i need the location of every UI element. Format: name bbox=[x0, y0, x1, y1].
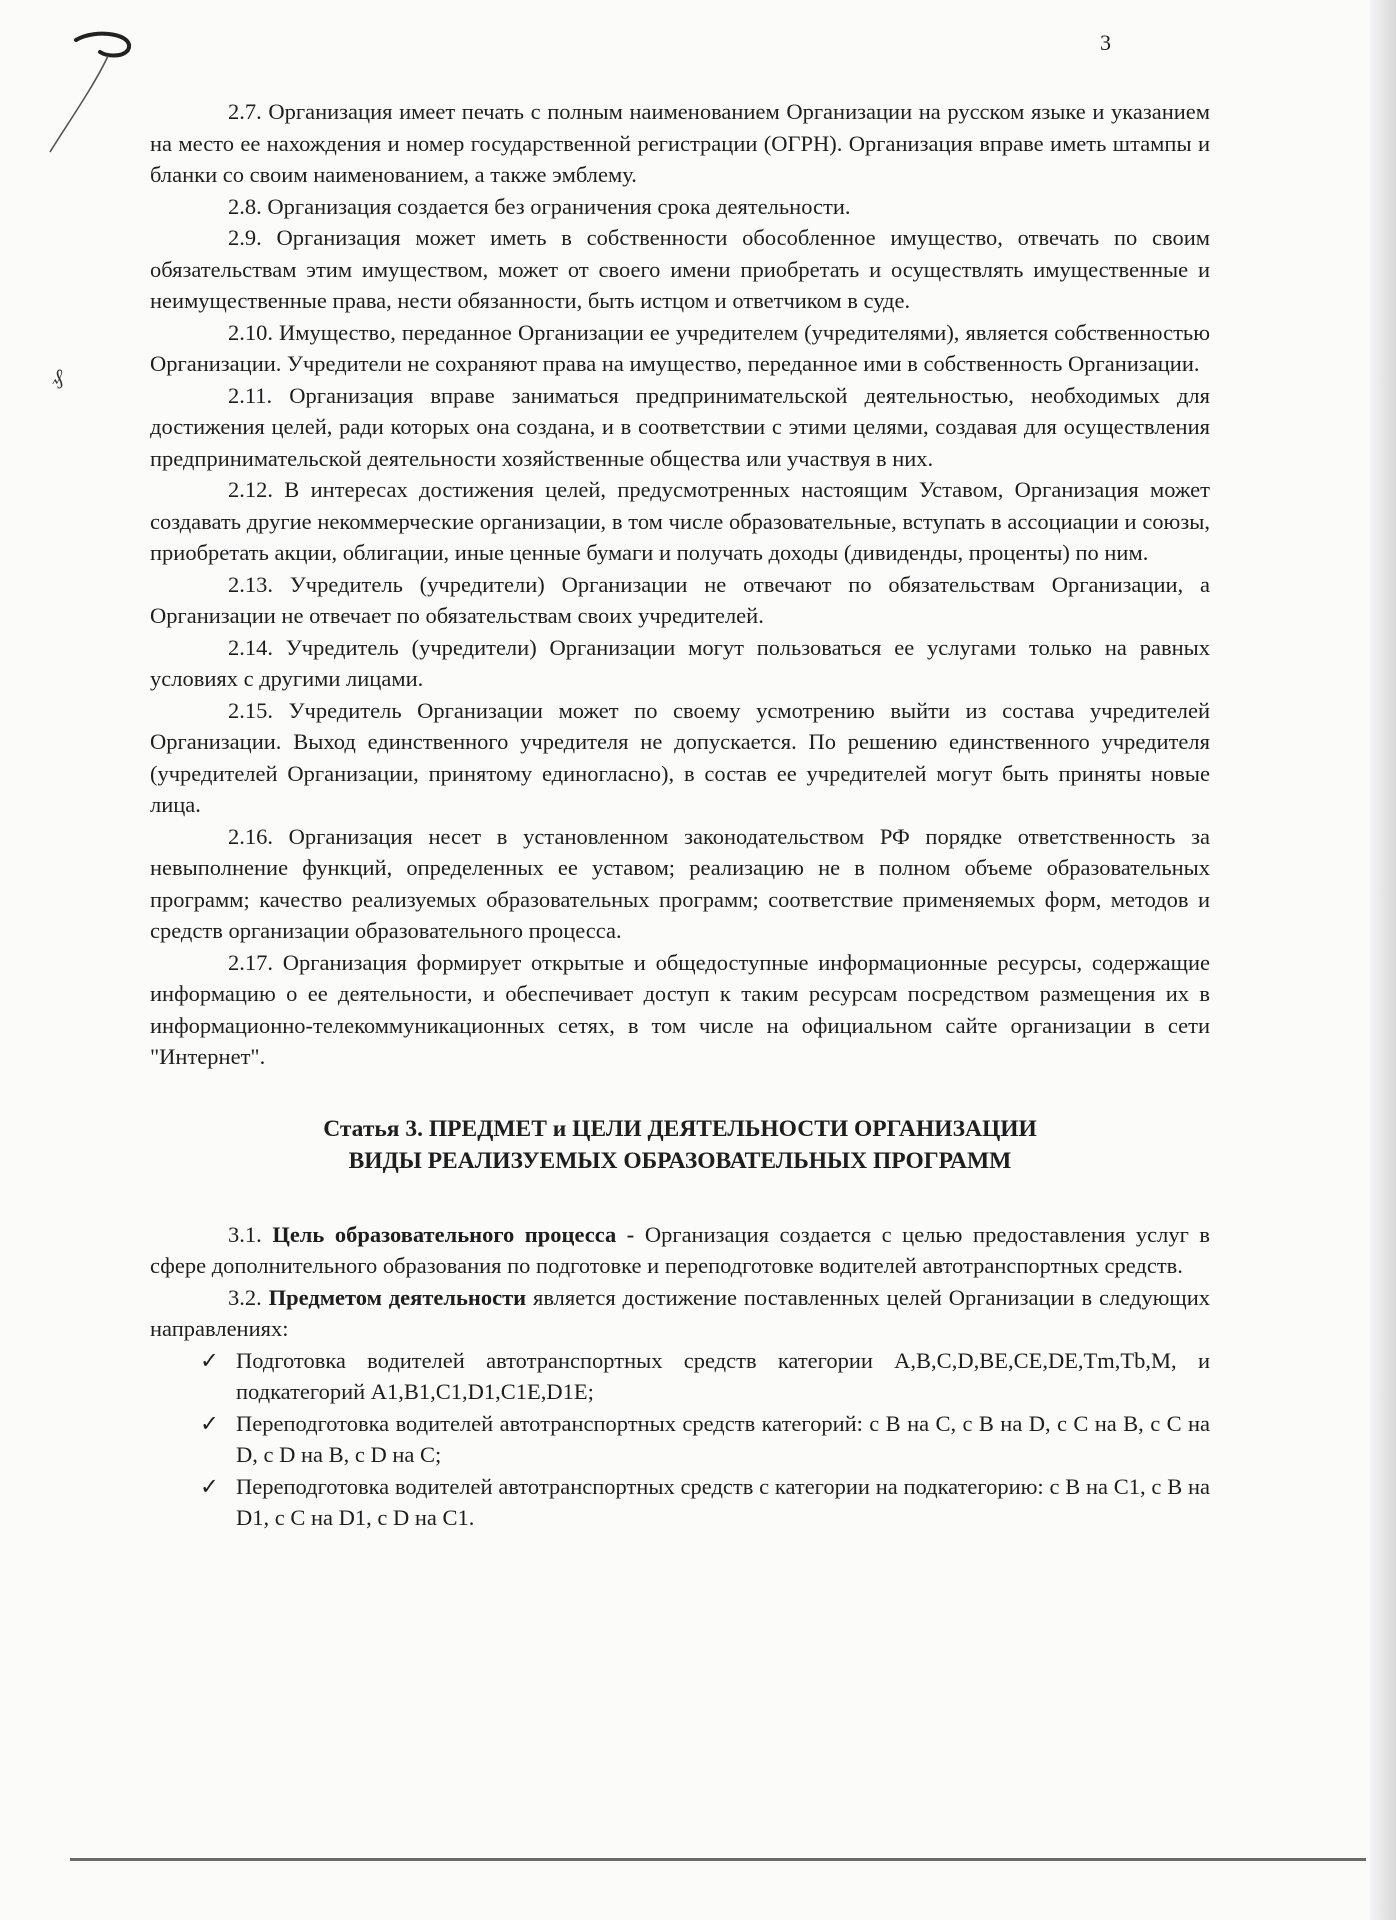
list-item-text: Переподготовка водителей автотранспортных средств с категории на подкатегорию: с B на C1, с B на D1, с C на D1, с D на C1. bbox=[236, 1473, 1210, 1530]
list-item bbox=[150, 1408, 1210, 1471]
section-heading-line-1: Статья 3. ПРЕДМЕТ и ЦЕЛИ ДЕЯТЕЛЬНОСТИ ОРГАНИЗАЦИИ bbox=[323, 1115, 1037, 1142]
checkmark-icon: ✓ bbox=[200, 1347, 219, 1373]
page-number: 3 bbox=[1100, 30, 1111, 55]
paragraph-2-17: 2.17. Организация формирует открытые и общедоступные информационные ресурсы, содержащие информацию о ее деятельности, и обеспечивает доступ к таким ресурсам посредством размещения их в информационно-телекоммуникационных сетях, в том числе на официальном сайте организации в сети "Интернет". bbox=[150, 949, 1210, 1069]
paragraph-3-1-number: 3.1. bbox=[228, 1221, 262, 1247]
checklist bbox=[150, 1345, 1210, 1534]
paragraph-3-1-bold-lead: Цель образовательного процесса - bbox=[272, 1221, 635, 1247]
paragraph-3-2-text: является достижение поставленных целей Организации в следующих направлениях: bbox=[150, 1284, 1210, 1341]
paragraph-2-8: 2.8. Организация создается без ограничения срока деятельности. bbox=[228, 193, 851, 219]
list-item bbox=[150, 1471, 1210, 1534]
paragraph-2-11: 2.11. Организация вправе заниматься предпринимательской деятельностью, необходимых для достижения целей, ради которых она создана, и в соответствии с этими целями, создавая для осуществления предпринимательской деятельности хозяйственные общества или участвуя в них. bbox=[150, 382, 1210, 471]
paragraph-2-12: 2.12. В интересах достижения целей, предусмотренных настоящим Уставом, Организация может создавать другие некоммерческие организации, в том числе образовательные, вступать в ассоциации и союзы, приобретать акции, облигации, иные ценные бумаги и получать доходы (дивиденды, проценты) по ним. bbox=[150, 477, 1210, 565]
checkmark-icon: ✓ bbox=[200, 1410, 219, 1436]
list-item-text: Подготовка водителей автотранспортных средств категории A,B,C,D,BE,CE,DE,Tm,Tb,M, и подкатегорий A1,B1,C1,D1,C1E,D1E; bbox=[236, 1347, 1210, 1404]
paragraph-2-16: 2.16. Организация несет в установленном законодательством РФ порядке ответственность за невыполнение функций, определенных ее уставом; реализацию не в полном объеме образовательных программ; качество реализуемых образовательных программ; соответствие применяемых форм, методов и средств организации образовательного процесса. bbox=[150, 823, 1210, 943]
paragraph-2-7: 2.7. Организация имеет печать с полным наименованием Организации на русском языке и указанием на место ее нахождения и номер государственной регистрации (ОГРН). Организация вправе иметь штампы и бланки со своим наименованием, а также эмблему. bbox=[150, 99, 1210, 187]
section-heading-line-2: ВИДЫ РЕАЛИЗУЕМЫХ ОБРАЗОВАТЕЛЬНЫХ ПРОГРАММ bbox=[348, 1147, 1012, 1174]
scan-edge-shadow bbox=[1370, 0, 1396, 1920]
bottom-rule bbox=[70, 1858, 1366, 1861]
paragraph-2-15: 2.15. Учредитель Организации может по своему усмотрению выйти из состава учредителей Организации. Выход единственного учредителя не допускается. По решению единственного учредителя (учредителей Организации, принятому единогласно), в состав ее учредителей могут быть приняты новые лица. bbox=[150, 697, 1210, 817]
document-body bbox=[150, 96, 1210, 1534]
paragraph-2-9: 2.9. Организация может иметь в собственности обособленное имущество, отвечать по своим обязательствам этим имуществом, может от своего имени приобретать и осуществлять имущественные и неимущественные права, нести обязанности, быть истцом и ответчиком в суде. bbox=[150, 225, 1210, 313]
margin-mark: ₰ bbox=[52, 364, 63, 389]
paragraph-3-1-text: Организация создается с целью предоставления услуг в сфере дополнительного образования по подготовке и переподготовке водителей автотранспортных средств. bbox=[150, 1221, 1211, 1278]
paragraph-3-2-bold-lead: Предметом деятельности bbox=[268, 1284, 527, 1310]
paragraph-3-2 bbox=[150, 1282, 1210, 1345]
paragraph-3-2-number: 3.2. bbox=[228, 1284, 262, 1310]
paragraph-2-14: 2.14. Учредитель (учредители) Организации могут пользоваться ее услугами только на равных условиях с другими лицами. bbox=[150, 634, 1210, 691]
paragraph-2-10: 2.10. Имущество, переданное Организации ее учредителем (учредителями), является собственностью Организации. Учредители не сохраняют права на имущество, переданное ими в собственность Организации. bbox=[150, 319, 1210, 376]
paragraph-3-1 bbox=[150, 1219, 1210, 1282]
section-heading bbox=[150, 1113, 1210, 1177]
list-item-text: Переподготовка водителей автотранспортных средств категорий: с B на C, с B на D, с C на B, с C на D, с D на B, с D на C; bbox=[236, 1410, 1210, 1467]
paragraph-2-13: 2.13. Учредитель (учредители) Организации не отвечают по обязательствам Организации, а Организации не отвечает по обязательствам своих учредителей. bbox=[150, 571, 1210, 628]
handwritten-pen-mark bbox=[36, 26, 146, 156]
list-item bbox=[150, 1345, 1210, 1408]
checkmark-icon: ✓ bbox=[200, 1473, 219, 1499]
